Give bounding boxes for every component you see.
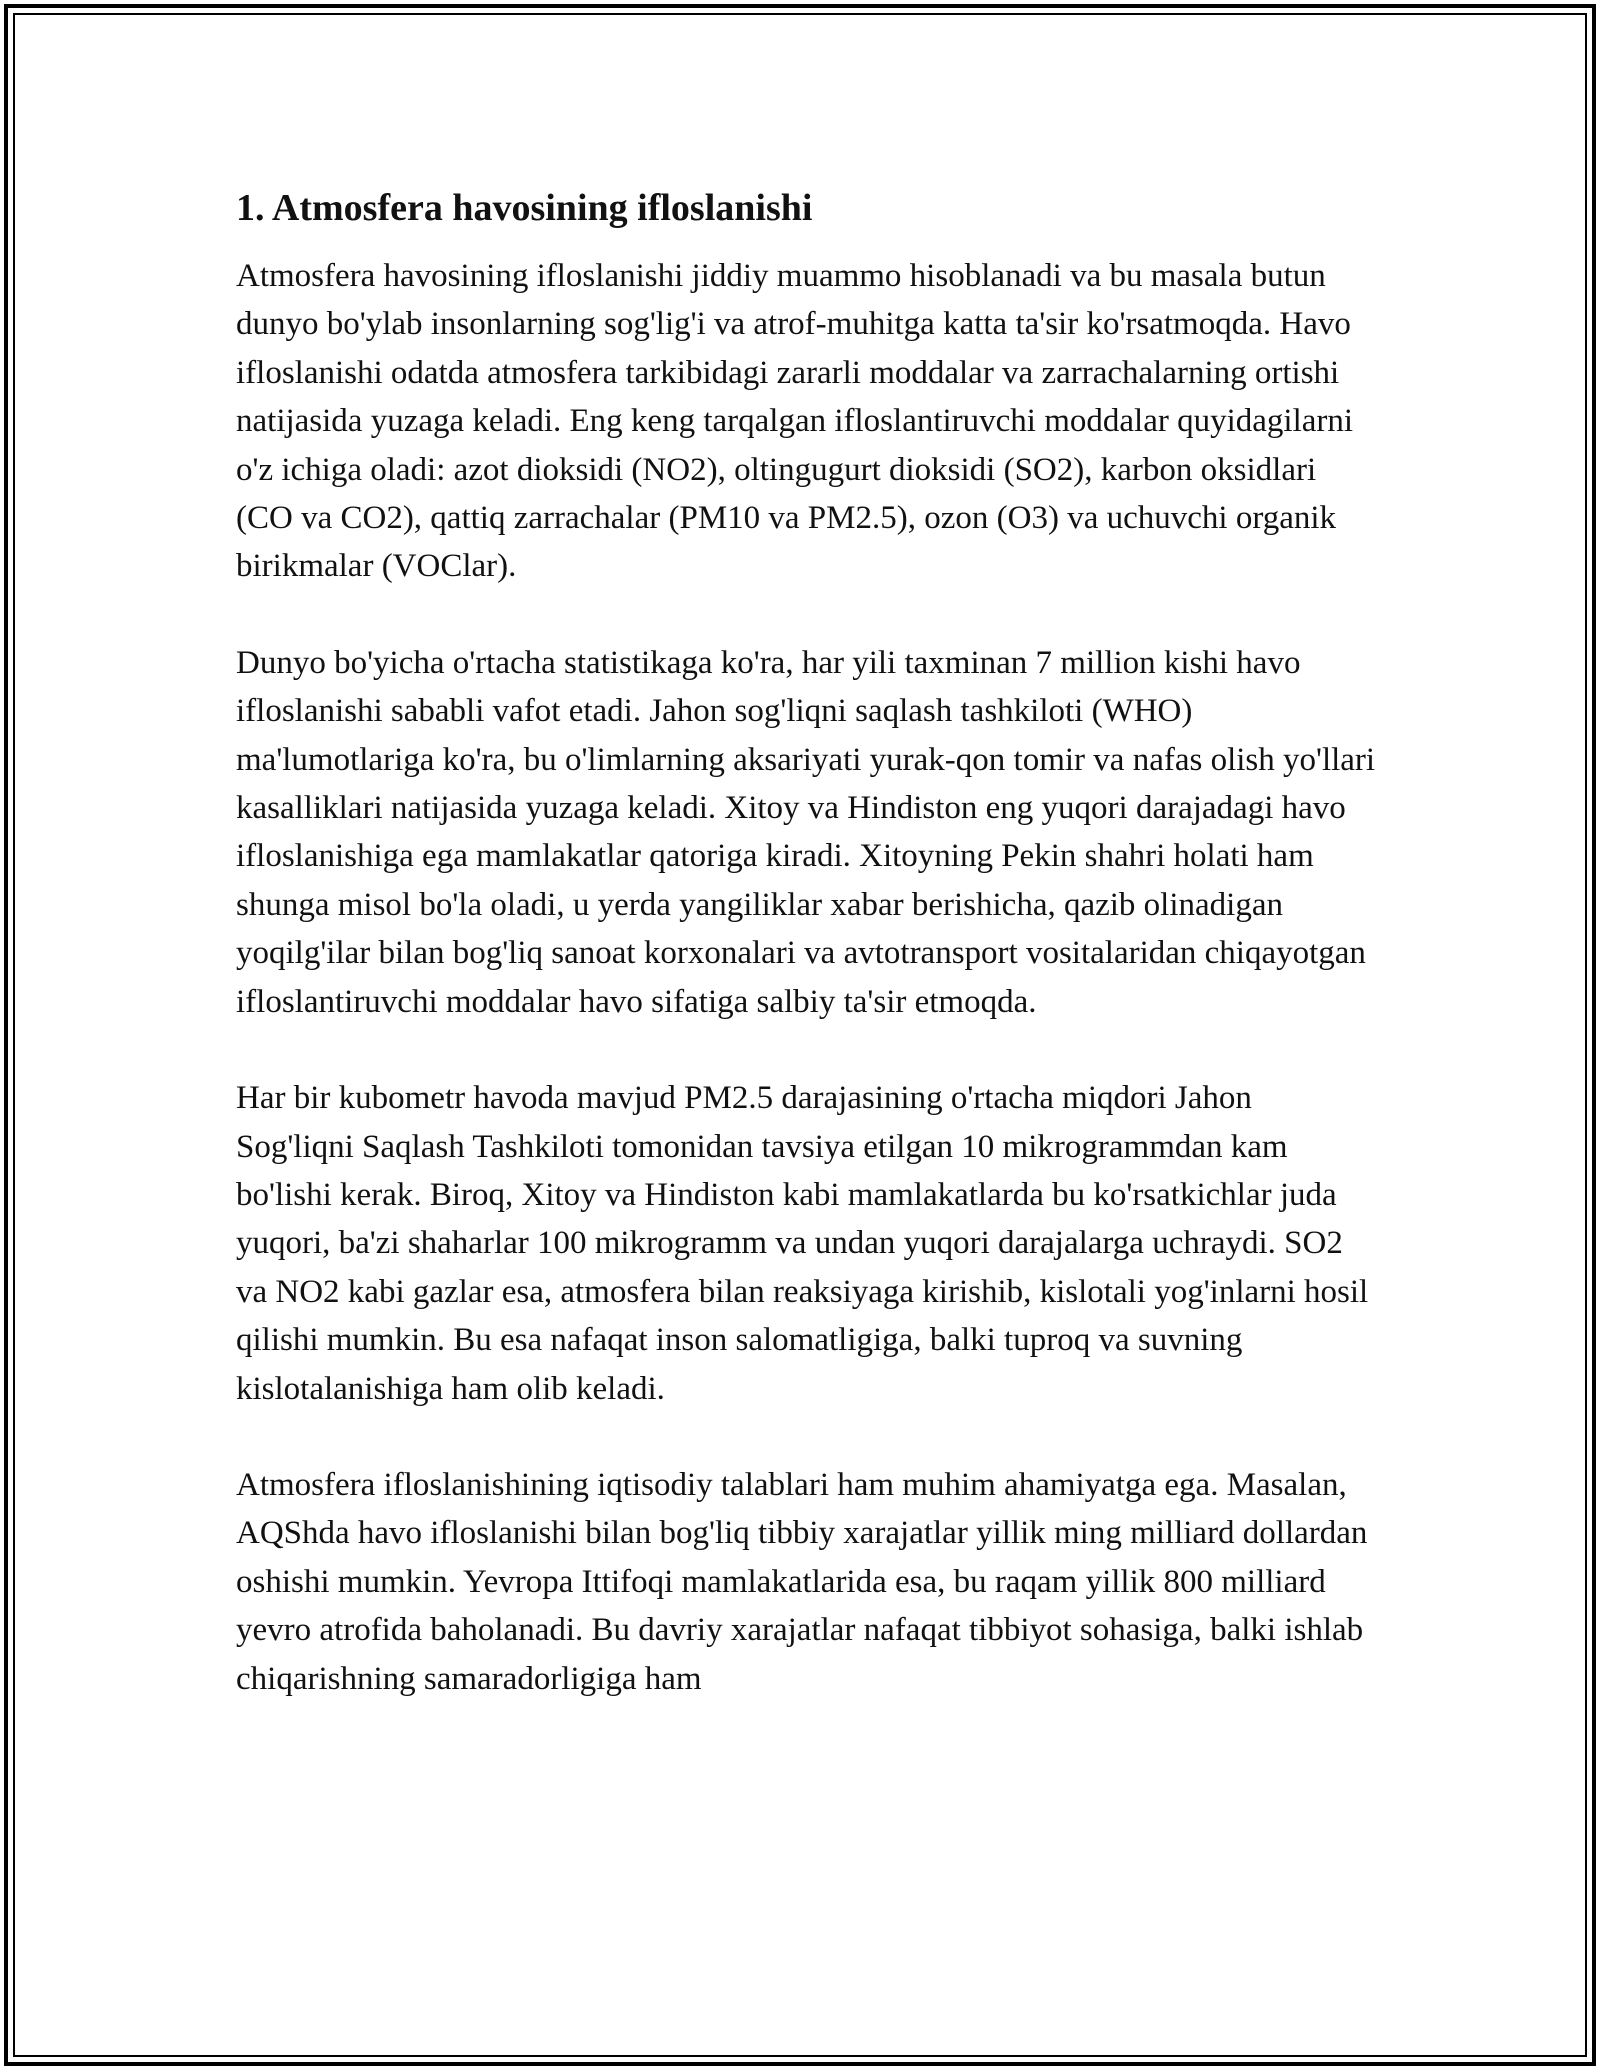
paragraph-1: Atmosfera havosining ifloslanishi jiddiy muammo hisoblanadi va bu masala butun dunyo bo'ylab insonlarning sog'lig'i va atrof-muhitga katta ta'sir ko'rsatmoqda. Havo ifloslanishi odatda atmosfera tarkibidagi zararli moddalar va zarrachalarning ortishi natijasida yuzaga keladi. Eng keng tarqalgan ifloslantiruvchi moddalar quyidagilarni o'z ichiga oladi: azot dioksidi (NO2), oltingugurt dioksidi (SO2), karbon oksidlari (CO va CO2), qattiq zarrachalar (PM10 va PM2.5), ozon (O3) va uchuvchi organik birikmalar (VOClar). <box>236 258 1354 585</box>
paragraph-2: Dunyo bo'yicha o'rtacha statistikaga ko'ra, har yili taxminan 7 million kishi havo ifloslanishi sababli vafot etadi. Jahon sog'liqni saqlash tashkiloti (WHO) ma'lumotlariga ko'ra, bu o'limlarning aksariyati yurak-qon tomir va nafas olish yo'llari kasalliklari natijasida yuzaga keladi. Xitoy va Hindiston eng yuqori darajadagi havo ifloslanishiga ega mamlakatlar qatoriga kiradi. Xitoyning Pekin shahri holati ham shunga misol bo'la oladi, u yerda yangiliklar xabar berishicha, qazib olinadigan yoqilg'ilar bilan bog'liq sanoat korxonalari va avtotransport vositalaridan chiqayotgan ifloslantiruvchi moddalar havo sifatiga salbiy ta'sir etmoqda. <box>236 644 1376 1020</box>
section-heading: 1. Atmosfera havosining ifloslanishi <box>236 187 813 229</box>
paragraph-4: Atmosfera ifloslanishining iqtisodiy talablari ham muhim ahamiyatga ega. Masalan, AQShda havo ifloslanishi bilan bog'liq tibbiy xarajatlar yillik ming milliard dollardan oshishi mumkin. Yevropa Ittifoqi mamlakatlarida esa, bu raqam yillik 800 milliard yevro atrofida baholanadi. Bu davriy xarajatlar nafaqat tibbiyot sohasiga, balki ishlab chiqarishning samaradorligiga ham <box>236 1466 1368 1697</box>
paragraph-3: Har bir kubometr havoda mavjud PM2.5 darajasining o'rtacha miqdori Jahon Sog'liqni Saqlash Tashkiloti tomonidan tavsiya etilgan 10 mikrogrammdan kam bo'lishi kerak. Biroq, Xitoy va Hindiston kabi mamlakatlarda bu ko'rsatkichlar juda yuqori, ba'zi shaharlar 100 mikrogramm va undan yuqori darajalarga uchraydi. SO2 va NO2 kabi gazlar esa, atmosfera bilan reaksiyaga kirishib, kislotali yog'inlarni hosil qilishi mumkin. Bu esa nafaqat inson salomatligiga, balki tuproq va suvning kislotalanishiga ham olib keladi. <box>236 1080 1369 1407</box>
document-body <box>236 184 1376 1751</box>
